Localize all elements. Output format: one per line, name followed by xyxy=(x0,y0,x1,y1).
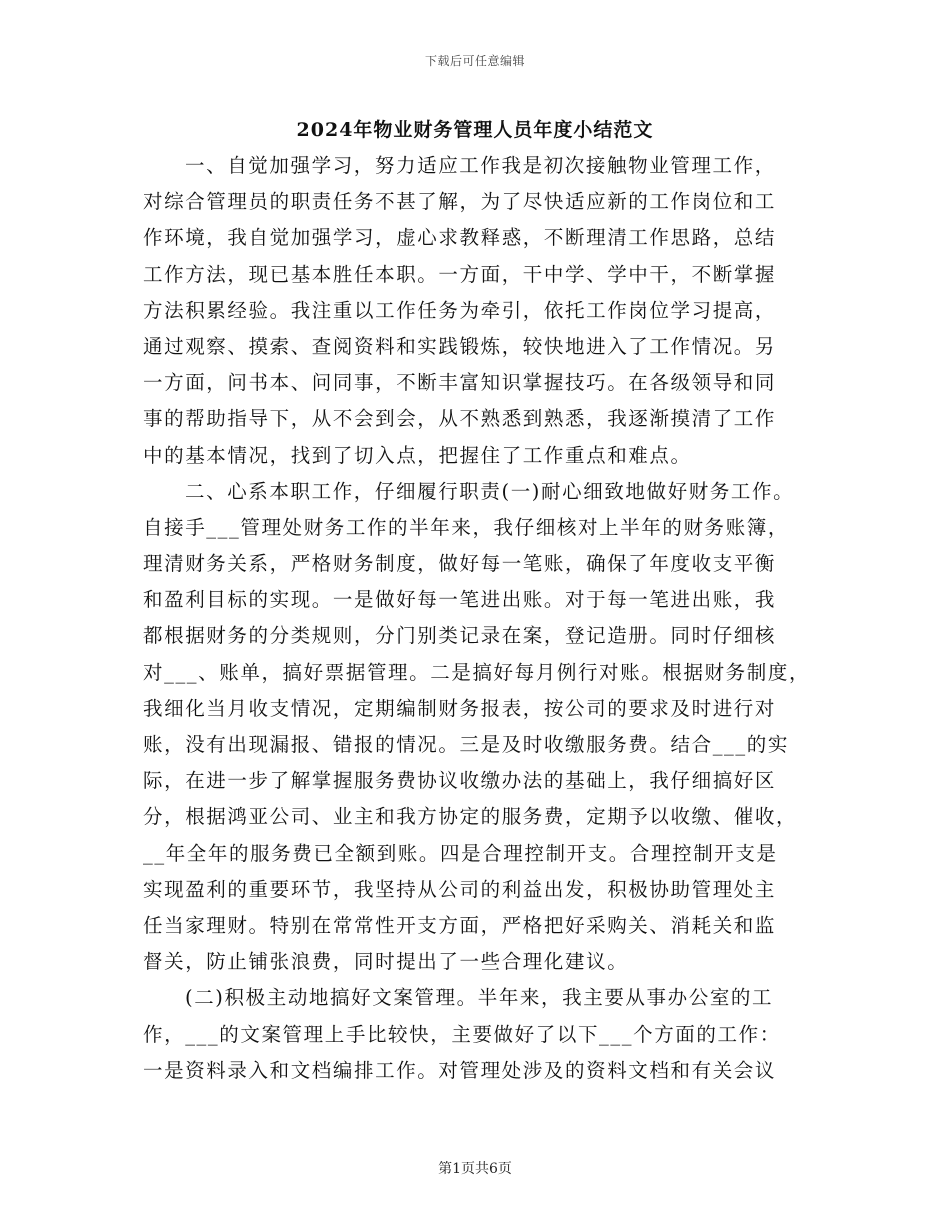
body-text-line: 分，根据鸿亚公司、业主和我方协定的服务费，定期予以收缴、催收， xyxy=(143,805,798,829)
body-text-line: 账，没有出现漏报、错报的情况。三是及时收缴服务费。结合___的实 xyxy=(143,733,789,756)
body-text-line: 对___、账单，搞好票据管理。二是搞好每月例行对账。根据财务制度， xyxy=(143,660,811,684)
body-text-line: 方法积累经验。我注重以工作任务为牵引，依托工作岗位学习提高， xyxy=(143,298,777,322)
body-text-line: 都根据财务的分类规则，分门别类记录在案，登记造册。同时仔细核 xyxy=(143,624,777,648)
body-text-line: 我细化当月收支情况，定期编制财务报表，按公司的要求及时进行对 xyxy=(143,696,777,720)
body-text-line: 对综合管理员的职责任务不甚了解，为了尽快适应新的工作岗位和工 xyxy=(143,190,777,214)
body-text-line: (二)积极主动地搞好文案管理。半年来，我主要从事办公室的工 xyxy=(185,986,774,1010)
body-text-line: 二、心系本职工作，仔细履行职责(一)耐心细致地做好财务工作。 xyxy=(185,479,795,503)
document-body xyxy=(143,148,823,1089)
body-text-line: 作，___的文案管理上手比较快，主要做好了以下___个方面的工作： xyxy=(143,1022,781,1046)
document-title: 2024年物业财务管理人员年度小结范文 xyxy=(296,119,654,141)
body-text-line: 工作方法，现已基本胜任本职。一方面，干中学、学中干，不断掌握 xyxy=(143,262,777,286)
body-text-line: 和盈利目标的实现。一是做好每一笔进出账。对于每一笔进出账，我 xyxy=(143,588,777,612)
body-text-line: 实现盈利的重要环节，我坚持从公司的利益出发，积极协助管理处主 xyxy=(143,877,777,901)
body-text-line: 督关，防止铺张浪费，同时提出了一些合理化建议。 xyxy=(143,950,629,974)
body-text-line: 作环境，我自觉加强学习，虚心求教释惑，不断理清工作思路，总结 xyxy=(143,226,777,250)
body-text-line: 理清财务关系，严格财务制度，做好每一笔账，确保了年度收支平衡 xyxy=(143,552,777,576)
page-header-note: 下载后可任意编辑 xyxy=(424,54,525,68)
body-text-line: 自接手___管理处财务工作的半年来，我仔细核对上半年的财务账簿， xyxy=(143,515,789,539)
body-text-line: 际，在进一步了解掌握服务费协议收缴办法的基础上，我仔细搞好区 xyxy=(143,769,777,793)
body-text-line: 通过观察、摸索、查阅资料和实践锻炼，较快地进入了工作情况。另 xyxy=(143,334,777,358)
body-text-line: 一方面，问书本、问同事，不断丰富知识掌握技巧。在各级领导和同 xyxy=(143,371,777,395)
body-text-line: 任当家理财。特别在常常性开支方面，严格把好采购关、消耗关和监 xyxy=(143,913,777,937)
page-number-footer: 第1页共6页 xyxy=(438,1161,512,1177)
body-text-line: 事的帮助指导下，从不会到会，从不熟悉到熟悉，我逐渐摸清了工作 xyxy=(143,407,777,431)
body-text-line: 一、自觉加强学习，努力适应工作我是初次接触物业管理工作， xyxy=(185,154,776,177)
body-text-line: __年全年的服务费已全额到账。四是合理控制开支。合理控制开支是 xyxy=(143,841,778,865)
body-text-line: 中的基本情况，找到了切入点，把握住了工作重点和难点。 xyxy=(143,443,692,467)
body-text-line: 一是资料录入和文档编排工作。对管理处涉及的资料文档和有关会议 xyxy=(143,1058,777,1082)
